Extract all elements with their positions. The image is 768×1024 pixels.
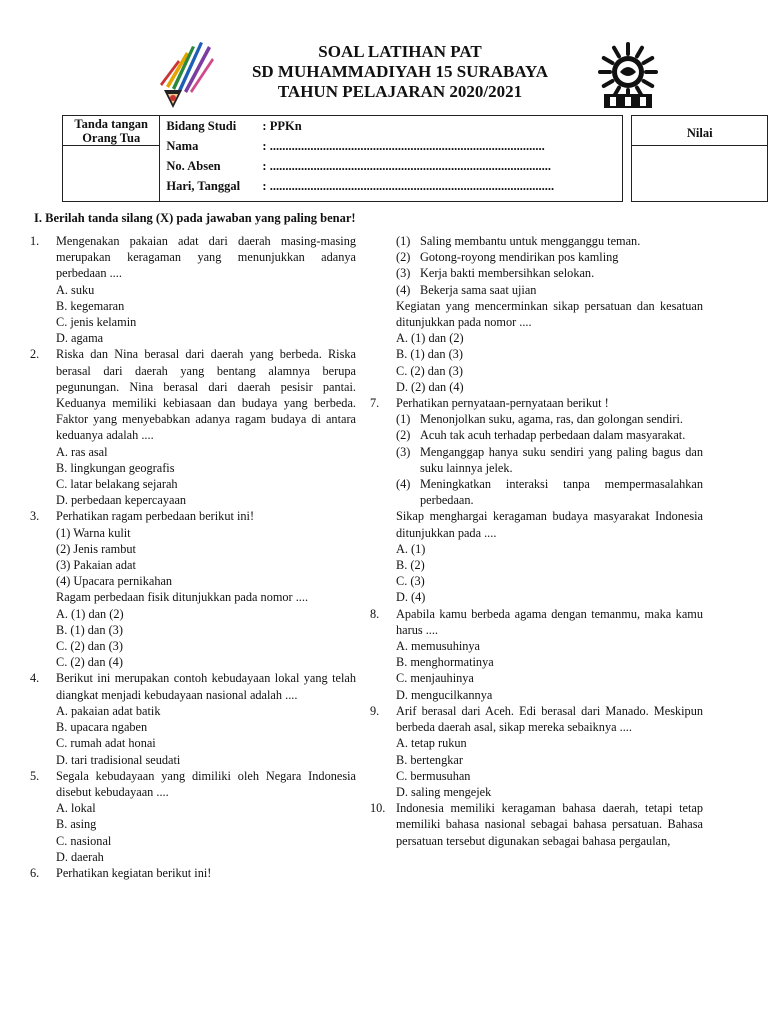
answer-option-b[interactable]: B. asing (56, 817, 97, 832)
answer-option-b[interactable]: B. bertengkar (396, 752, 463, 767)
question-number: 10. (370, 801, 386, 816)
question-6 (30, 865, 356, 881)
absen-row[interactable] (166, 157, 616, 177)
answer-option-c[interactable]: C. bermusuhan (396, 768, 471, 783)
list-item: (3) Pakaian adat (56, 558, 136, 573)
question-number: 7. (370, 396, 380, 411)
parent-sign-label-1: Tanda tangan (74, 117, 148, 131)
list-item (396, 233, 703, 249)
muhammadiyah-sun-logo-icon (588, 38, 668, 110)
answer-option-b[interactable]: B. (2) (396, 558, 425, 573)
answer-option-d[interactable]: D. (4) (396, 590, 426, 605)
date-row[interactable] (166, 177, 616, 197)
list-item (396, 444, 703, 476)
question-stem: Sikap menghargai keragaman budaya masyarakat Indonesia ditunjukkan pada .... (396, 509, 703, 540)
answer-option-a[interactable]: A. lokal (56, 801, 96, 816)
sun-ray (604, 81, 613, 86)
title-line-3: TAHUN PELAJARAN 2020/2021 (277, 82, 523, 101)
question-1 (30, 233, 356, 346)
list-number: (1) (396, 234, 411, 248)
question-column-left (30, 233, 356, 881)
table-spacer (623, 116, 632, 146)
question-3 (30, 508, 356, 670)
list-text: Acuh tak acuh terhadap perbedaan dalam masyarakat. (420, 428, 686, 443)
section-instruction: I. Berilah tanda silang (X) pada jawaban yang paling benar! (34, 211, 356, 225)
date-field[interactable]: : ........................................................................................... (262, 179, 555, 193)
answer-option-d[interactable]: D. saling mengejek (396, 784, 492, 799)
subject-value: : PPKn (262, 119, 302, 133)
question-8 (370, 606, 703, 703)
list-number: (4) (396, 282, 411, 297)
answer-option-a[interactable]: A. ras asal (56, 444, 108, 459)
answer-option-d[interactable]: D. agama (56, 331, 104, 346)
question-text: Perhatikan kegiatan berikut ini! (56, 865, 212, 880)
question-10 (370, 800, 703, 849)
question-text: Indonesia memiliki keragaman bahasa daerah, tetapi tetap memiliki bahasa nasional sebagai bahasa persatuan. Bahasa persatuan tersebut digunakan sebagai bahasa pergaulan, (396, 801, 703, 848)
student-fields (160, 116, 623, 202)
list-number: (1) (396, 412, 411, 427)
question-2 (30, 346, 356, 508)
answer-option-b[interactable]: B. (1) dan (3) (56, 622, 123, 637)
score-box[interactable] (632, 146, 768, 202)
list-text: Kerja bakti membersihkan selokan. (420, 266, 595, 281)
list-text: Menganggap hanya suku sendiri yang paling bagus dan suku lainnya jelek. (420, 444, 703, 475)
answer-option-c[interactable]: C. jenis kelamin (56, 315, 137, 330)
parent-sign-label-2: Orang Tua (82, 131, 141, 145)
student-identity-table (62, 115, 768, 202)
parent-signature-box[interactable] (63, 146, 160, 202)
question-9 (370, 703, 703, 800)
list-text: Menonjolkan suku, agama, ras, dan golongan sendiri. (420, 412, 683, 427)
question-number: 5. (30, 768, 40, 783)
page-title (200, 42, 600, 102)
list-number: (4) (396, 477, 411, 492)
list-text: Saling membantu untuk mengganggu teman. (420, 234, 641, 248)
answer-option-a[interactable]: A. suku (56, 282, 95, 297)
question-text: Riska dan Nina berasal dari daerah yang berbeda. Riska berasal dari daerah yang bentang alamnya berupa pegunungan. Nina berasal dari daerah pesisir pantai. Keduanya memiliki kebiasaan dan budaya yang berbeda. Faktor yang menyebabkan adanya ragam budaya di antara keduanya adalah .... (56, 347, 356, 443)
subject-label: Bidang Studi (166, 119, 237, 133)
list-text: Meningkatkan interaksi tanpa mempermasalahkan perbedaan. (420, 477, 703, 508)
answer-option-d[interactable]: D. mengucilkannya (396, 687, 493, 702)
question-text: Segala kebudayaan yang dimiliki oleh Negara Indonesia disebut kebudayaan .... (56, 768, 356, 799)
date-label: Hari, Tanggal (166, 179, 241, 193)
list-number: (3) (396, 266, 411, 281)
list-item (396, 265, 703, 281)
absen-label: No. Absen (166, 159, 221, 173)
answer-option-c[interactable]: C. (2) dan (3) (396, 363, 463, 378)
list-item: (1) Warna kulit (56, 525, 131, 540)
sun-ray (637, 48, 642, 57)
list-number: (3) (396, 444, 411, 459)
list-item (396, 282, 703, 298)
answer-option-d[interactable]: D. daerah (56, 849, 104, 864)
answer-option-d[interactable]: D. tari tradisional seudati (56, 752, 181, 767)
question-number: 1. (30, 234, 40, 248)
question-7 (370, 395, 703, 606)
title-line-2: SD MUHAMMADIYAH 15 SURABAYA (251, 62, 549, 81)
answer-option-c[interactable]: C. rumah adat honai (56, 736, 156, 751)
list-item (396, 427, 703, 443)
list-text: Gotong-royong mendirikan pos kamling (420, 250, 619, 265)
list-item: (2) Jenis rambut (56, 541, 136, 556)
answer-option-a[interactable]: A. pakaian adat batik (56, 703, 161, 718)
sun-ray (604, 58, 613, 63)
list-item (396, 411, 703, 427)
absen-field[interactable]: : .......................................................................................... (262, 159, 551, 173)
question-number: 9. (370, 703, 380, 718)
title-line-1: SOAL LATIHAN PAT (318, 42, 482, 61)
question-number: 3. (30, 509, 40, 524)
answer-option-b[interactable]: B. lingkungan geografis (56, 460, 175, 475)
answer-option-b[interactable]: B. (1) dan (3) (396, 347, 463, 362)
score-header (632, 116, 768, 146)
answer-option-c[interactable]: C. (2) dan (3) (56, 639, 123, 654)
answer-option-a[interactable]: A. memusuhinya (396, 639, 481, 654)
score-label: Nilai (686, 126, 713, 140)
sun-ray (644, 58, 653, 63)
list-item (396, 476, 703, 508)
list-number: (2) (396, 428, 411, 443)
table-spacer-2 (623, 146, 632, 202)
parent-signature-header (63, 116, 160, 146)
answer-option-b[interactable]: B. menghormatinya (396, 655, 494, 670)
name-row[interactable] (166, 137, 616, 157)
question-text: Mengenakan pakaian adat dari daerah masing-masing merupakan keragaman yang menunjukkan adanya perbedaan .... (56, 234, 356, 281)
question-4 (30, 670, 356, 767)
question-text: Apabila kamu berbeda agama dengan temanmu, maka kamu harus .... (396, 606, 703, 637)
question-number: 4. (30, 671, 40, 686)
answer-option-a[interactable]: A. (1) (396, 541, 426, 556)
question-text: Perhatikan ragam perbedaan berikut ini! (56, 509, 255, 524)
answer-option-c[interactable]: C. menjauhinya (396, 671, 474, 686)
answer-option-d[interactable]: C. (2) dan (4) (56, 655, 123, 670)
question-stem: Kegiatan yang mencerminkan sikap persatuan dan kesatuan ditunjukkan pada nomor .... (396, 298, 703, 330)
question-text: Arif berasal dari Aceh. Edi berasal dari Manado. Meskipun berbeda daerah asal, sikap mereka sebaiknya .... (396, 703, 703, 735)
answer-option-c[interactable]: C. latar belakang sejarah (56, 477, 178, 492)
question-column-right (370, 233, 703, 849)
name-field[interactable]: : ........................................................................................ (262, 139, 545, 153)
question-number: 8. (370, 606, 380, 621)
answer-option-a[interactable]: A. (1) dan (2) (396, 331, 464, 346)
name-label: Nama (166, 139, 199, 153)
answer-option-d[interactable]: D. perbedaan kepercayaan (56, 493, 187, 508)
answer-option-a[interactable]: A. tetap rukun (396, 736, 467, 751)
list-item (396, 249, 703, 265)
answer-option-a[interactable]: A. (1) dan (2) (56, 606, 124, 621)
answer-option-b[interactable]: B. upacara ngaben (56, 720, 148, 735)
list-number: (2) (396, 250, 411, 265)
list-text: Bekerja sama saat ujian (420, 282, 537, 297)
list-item: (4) Upacara pernikahan (56, 574, 173, 589)
subject-row (166, 117, 616, 137)
question-text: Berikut ini merupakan contoh kebudayaan lokal yang telah diangkat menjadi kebudayaan nasional adalah .... (56, 671, 356, 702)
sun-ray (614, 48, 619, 57)
answer-option-c[interactable]: C. (3) (396, 574, 425, 589)
question-stem: Ragam perbedaan fisik ditunjukkan pada nomor .... (56, 590, 309, 605)
sun-ray (644, 81, 653, 86)
question-6-continued (396, 233, 703, 395)
question-number: 2. (30, 347, 40, 362)
question-text: Perhatikan pernyataan-pernyataan berikut ! (396, 396, 609, 411)
answer-option-c[interactable]: C. nasional (56, 833, 112, 848)
question-number: 6. (30, 865, 40, 880)
answer-option-b[interactable]: B. kegemaran (56, 298, 125, 313)
question-5 (30, 768, 356, 865)
page-header (0, 38, 768, 116)
answer-option-d[interactable]: D. (2) dan (4) (396, 379, 464, 394)
